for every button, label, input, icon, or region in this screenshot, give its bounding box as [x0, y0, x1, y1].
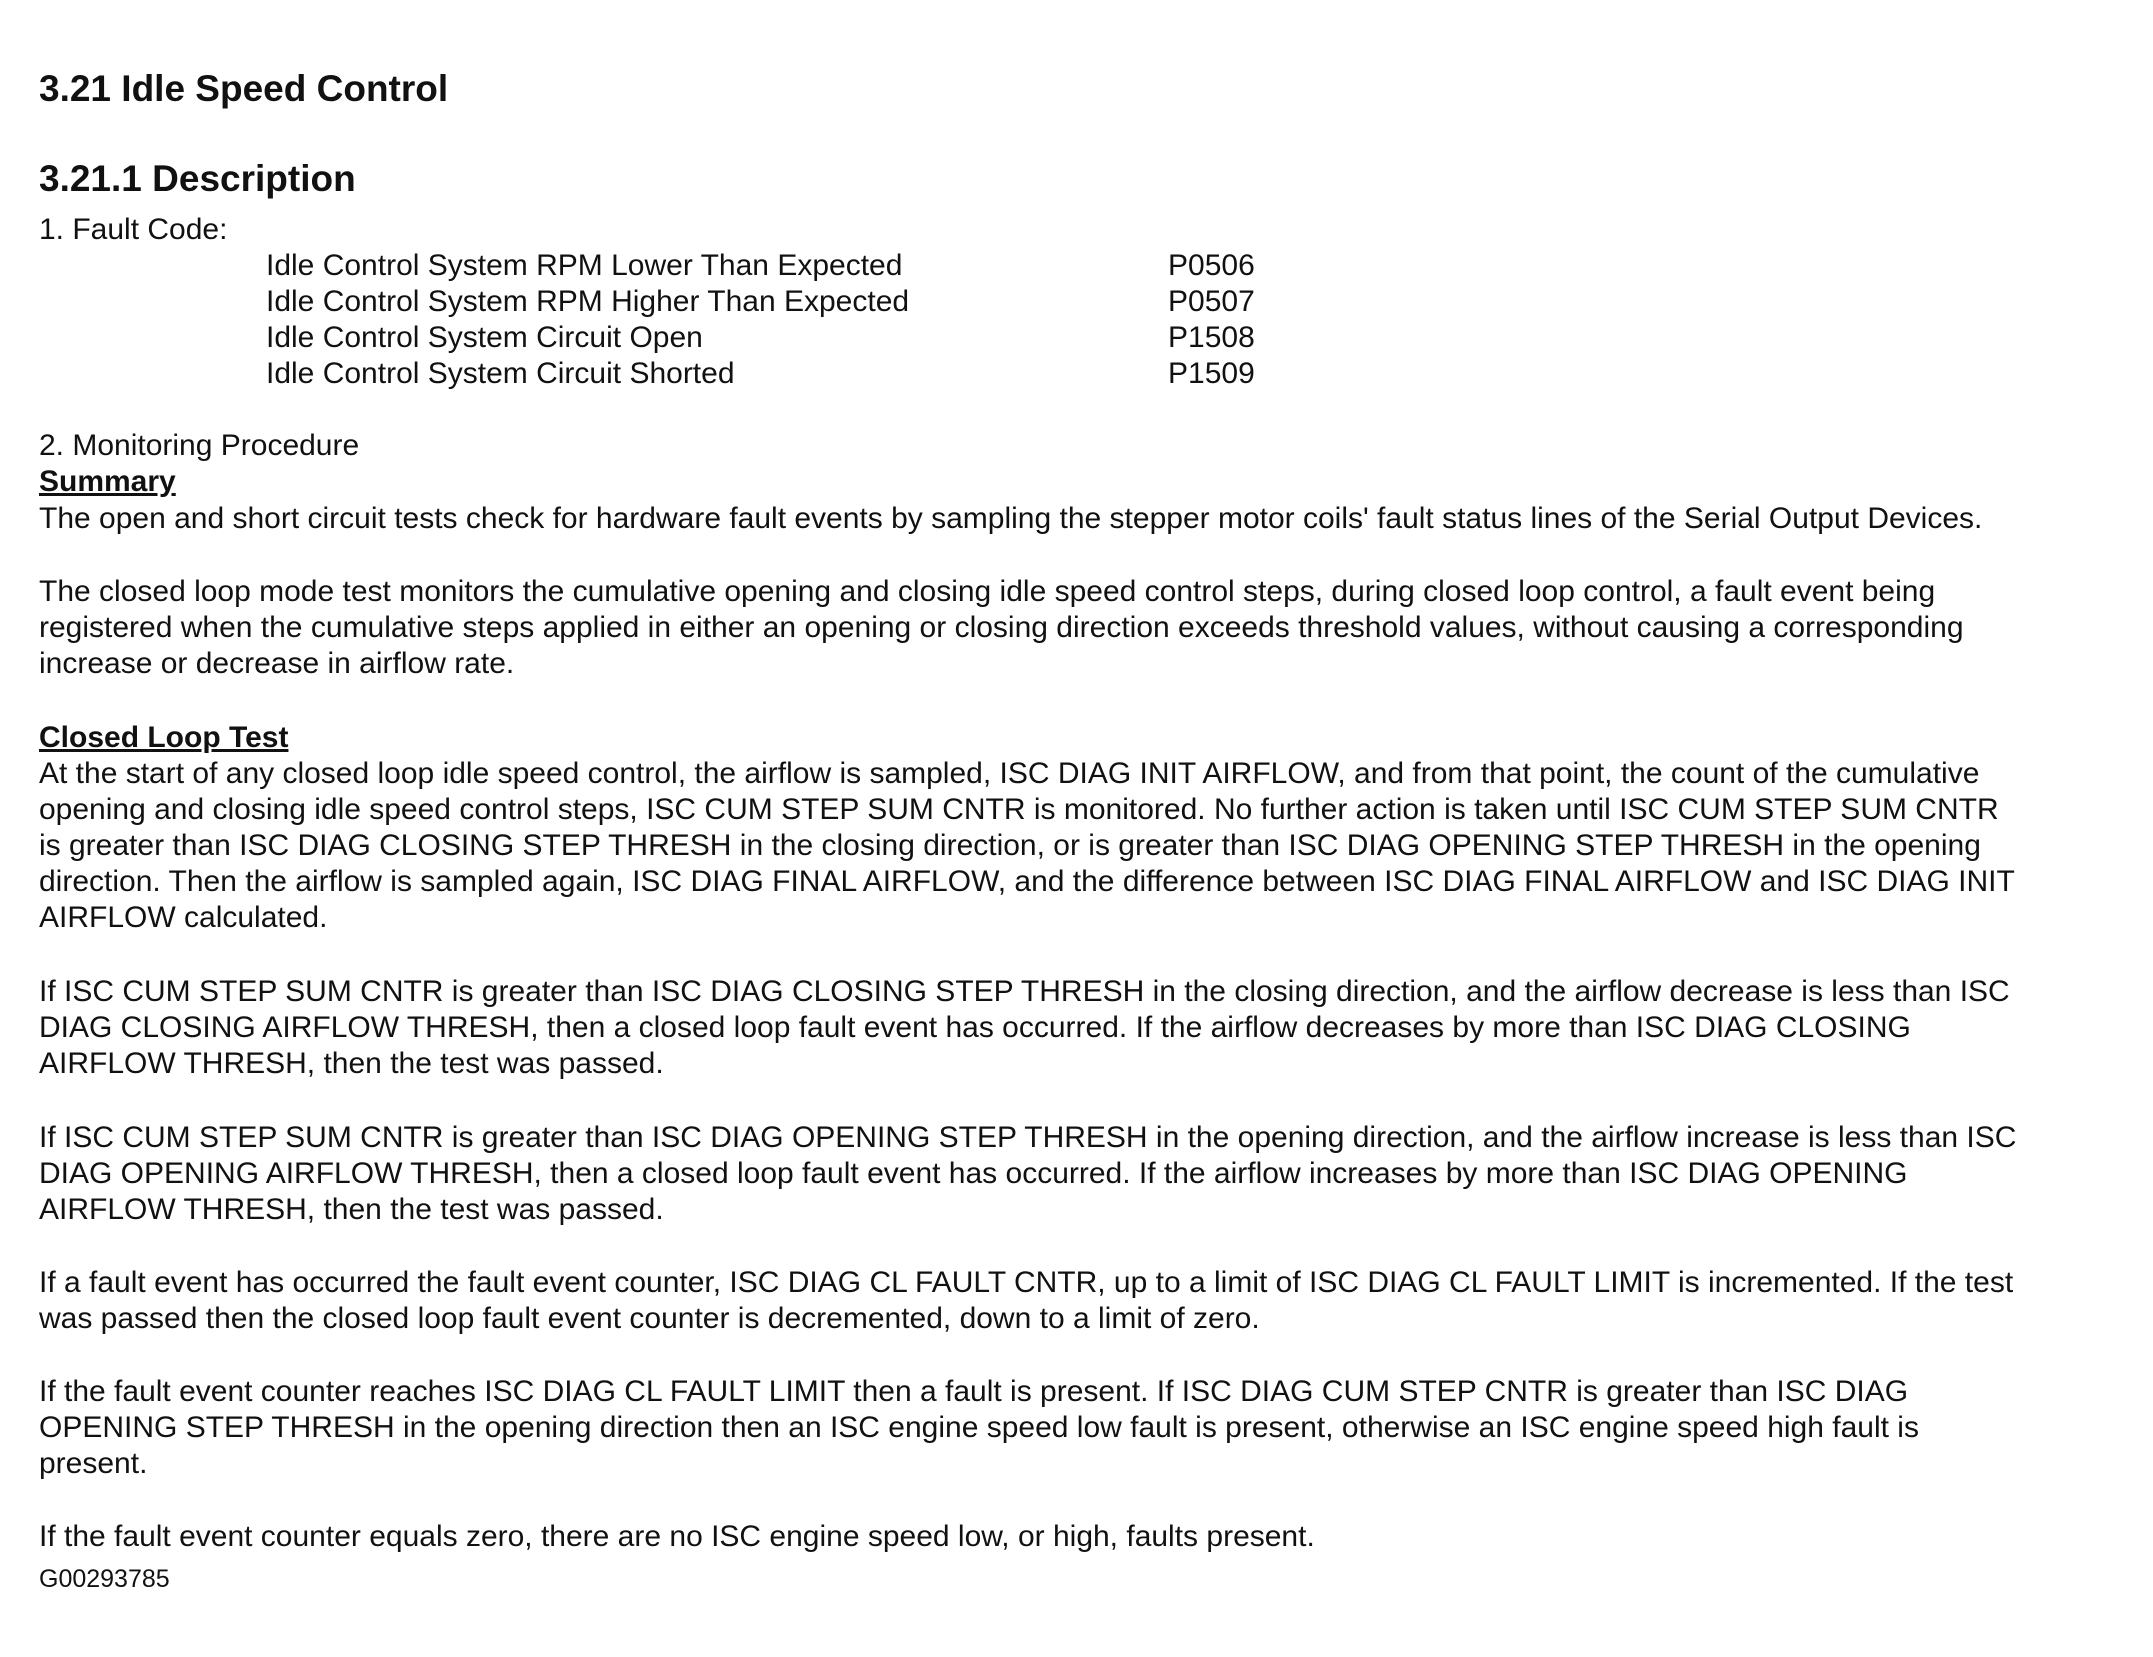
fault-description: Idle Control System Circuit Open: [266, 321, 703, 354]
text-line: OPENING STEP THRESH in the opening direction then an ISC engine speed low fault is present, otherwise an ISC engine speed high fault is: [39, 1411, 1919, 1444]
fault-code-row: [266, 248, 1255, 284]
fault-code: P1508: [1168, 321, 1255, 354]
monitoring-label: 2. Monitoring Procedure: [39, 429, 360, 462]
text-line: The closed loop mode test monitors the cumulative opening and closing idle speed control steps, during closed loop control, a fault event being: [39, 575, 1936, 608]
section-heading: 3.21 Idle Speed Control: [39, 68, 449, 109]
summary-paragraph: [39, 574, 2139, 682]
fault-description: Idle Control System Circuit Shorted: [266, 357, 735, 390]
text-line: If ISC CUM STEP SUM CNTR is greater than ISC DIAG OPENING STEP THRESH in the opening direction, and the airflow increase is less than ISC: [39, 1121, 2017, 1154]
closed-loop-paragraph: [39, 1374, 2139, 1482]
text-line: If the fault event counter equals zero, there are no ISC engine speed low, or high, faults present.: [39, 1520, 1315, 1553]
document-id: G00293785: [39, 1565, 170, 1593]
text-line: AIRFLOW THRESH, then the test was passed.: [39, 1047, 664, 1080]
text-line: AIRFLOW calculated.: [39, 901, 328, 934]
fault-code-row: [266, 320, 1255, 356]
closed-loop-paragraph: [39, 1519, 2139, 1555]
text-line: If a fault event has occurred the fault event counter, ISC DIAG CL FAULT CNTR, up to a limit of ISC DIAG CL FAULT LIMIT is incremented. If the test: [39, 1266, 2014, 1299]
text-line: At the start of any closed loop idle speed control, the airflow is sampled, ISC DIAG INIT AIRFLOW, and from that point, the count of the cumulative: [39, 757, 1980, 790]
closed-loop-paragraph: [39, 974, 2139, 1082]
text-line: is greater than ISC DIAG CLOSING STEP THRESH in the closing direction, or is greater than ISC DIAG OPENING STEP THRESH in the opening: [39, 829, 1981, 862]
subsection-heading: 3.21.1 Description: [39, 158, 356, 199]
text-line: DIAG CLOSING AIRFLOW THRESH, then a closed loop fault event has occurred. If the airflow decreases by more than ISC DIAG CLOSING: [39, 1011, 1911, 1044]
text-line: opening and closing idle speed control steps, ISC CUM STEP SUM CNTR is monitored. No further action is taken until ISC CUM STEP SUM CNTR: [39, 793, 1999, 826]
text-line: direction. Then the airflow is sampled again, ISC DIAG FINAL AIRFLOW, and the difference between ISC DIAG FINAL AIRFLOW and ISC DIAG INIT: [39, 865, 2015, 898]
fault-code-row: [266, 284, 1255, 320]
fault-description: Idle Control System RPM Higher Than Expected: [266, 285, 910, 318]
closed-loop-paragraph: [39, 1120, 2139, 1228]
closed-loop-heading: Closed Loop Test: [39, 721, 289, 754]
summary-heading: Summary: [39, 465, 176, 498]
text-line: DIAG OPENING AIRFLOW THRESH, then a closed loop fault event has occurred. If the airflow increases by more than ISC DIAG OPENING: [39, 1157, 1908, 1190]
fault-code-label: 1. Fault Code:: [39, 213, 228, 246]
text-line: increase or decrease in airflow rate.: [39, 647, 515, 680]
text-line: If ISC CUM STEP SUM CNTR is greater than ISC DIAG CLOSING STEP THRESH in the closing direction, and the airflow decrease is less than ISC: [39, 975, 2010, 1008]
text-line: If the fault event counter reaches ISC DIAG CL FAULT LIMIT then a fault is present. If ISC DIAG CUM STEP CNTR is greater than ISC DIAG: [39, 1375, 1909, 1408]
fault-code: P0507: [1168, 285, 1255, 318]
fault-code: P0506: [1168, 249, 1255, 282]
closed-loop-paragraph: [39, 756, 2139, 936]
fault-code: P1509: [1168, 357, 1255, 390]
text-line: AIRFLOW THRESH, then the test was passed.: [39, 1193, 664, 1226]
text-line: present.: [39, 1447, 148, 1480]
fault-code-row: [266, 356, 1255, 392]
closed-loop-paragraph: [39, 1265, 2139, 1337]
text-line: registered when the cumulative steps applied in either an opening or closing direction exceeds threshold values, without causing a corresponding: [39, 611, 1964, 644]
text-line: was passed then the closed loop fault event counter is decremented, down to a limit of zero.: [39, 1302, 1260, 1335]
text-line: The open and short circuit tests check for hardware fault events by sampling the stepper motor coils' fault status lines of the Serial Output Devices.: [39, 502, 1983, 535]
summary-paragraph: [39, 501, 2139, 537]
fault-description: Idle Control System RPM Lower Than Expected: [266, 249, 903, 282]
